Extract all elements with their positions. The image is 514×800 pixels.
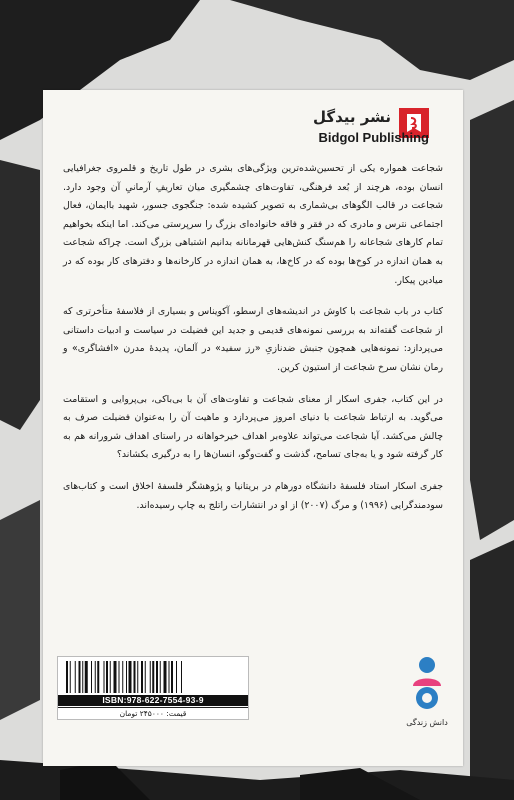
barcode <box>64 661 242 693</box>
back-cover-panel <box>43 90 463 766</box>
blurb-paragraph-2: کتاب در باب شجاعت با کاوش در اندیشه‌های ارسطو، آکویناس و بسیاری از فلاسفهٔ متأخرتری که از شجاعت گفته‌اند به بررسی نمونه‌های قدیمی و جدید این فضیلت در سیاست و ادبیات داستانی می‌پردازد: نمونه‌هایی همچون جنبش ضدنازیِ «رز سفید» در آلمان، پدیدهٔ مدرن «افشاگری» و رمان نشان سرخ شجاعت از استیون کرین. <box>63 306 443 373</box>
isbn-text: ISBN:978-622-7554-93-9 <box>58 695 248 706</box>
blurb-text <box>63 160 443 528</box>
imprint-name: دانش زندگی <box>406 718 448 727</box>
barcode-label <box>57 656 249 720</box>
blurb-paragraph-3: در این کتاب، جفری اسکار از معنای شجاعت و تفاوت‌های آن با بی‌باکی، بی‌پروایی و استقامت می‌گوید. به ارتباط شجاعت با دنیای امروز می‌پردازد و ماهیت آن را به‌عنوان فضیلت صرف به چالش می‌کشد. آیا شجاعت می‌تواند علاوه‌بر اهداف خیرخواهانه در راستای اهداف شرورانه هم به کار گرفته شود و یا به‌جای تسامح، گذشت و گفت‌وگو، انسان‌ها را به درگیری بکشاند؟ <box>63 393 443 461</box>
imprint-logo-icon <box>411 656 443 712</box>
publisher-name-english: Bidgol Publishing <box>318 130 429 145</box>
publisher-brand <box>229 106 429 152</box>
price-text: قیمت: ۲۴۵۰۰۰ تومان <box>58 707 248 719</box>
blurb-paragraph-4: جفری اسکار استاد فلسفهٔ دانشگاه دورهام در بریتانیا و پژوهشگر فلسفهٔ اخلاق است و کتاب‌های سودمندگرایی (۱۹۹۶) و مرگ (۲۰۰۷) از او در انتشارات راتلج به چاپ رسیده‌اند. <box>63 480 443 511</box>
imprint-brand <box>405 656 449 748</box>
publisher-name-persian: نشر بیدگل <box>313 108 391 126</box>
blurb-paragraph-1: شجاعت همواره یکی از تحسین‌شده‌ترین ویژگی‌های بشری در طول تاریخ و قلمروی جغرافیایی انسان بوده، هرچند از بُعد فرهنگی، تفاوت‌های چشمگیری میان تعاریفِ آرمانیِ آن وجود دارد. شجاعت در قالب الگوهای بی‌شماری به تصویر کشیده شده: جنگجوی جسور، شهید باایمان، فعال اجتماعی نترس و مادری که در فقر و فاقه خانواده‌ای بزرگ را سرپرستی می‌کند. اما اینکه بخواهیم تمام کارهای شجاعانه را هم‌سنگ کنش‌هایی قهرمانانه بدانیم اشتباهی بزرگ است. چراکه شجاعت به همان اندازه در کوخ‌ها بوده که در کاخ‌ها، به همان اندازه در کارخانه‌ها و دفترهای کار بوده که در میادین پیکار. <box>63 163 443 286</box>
